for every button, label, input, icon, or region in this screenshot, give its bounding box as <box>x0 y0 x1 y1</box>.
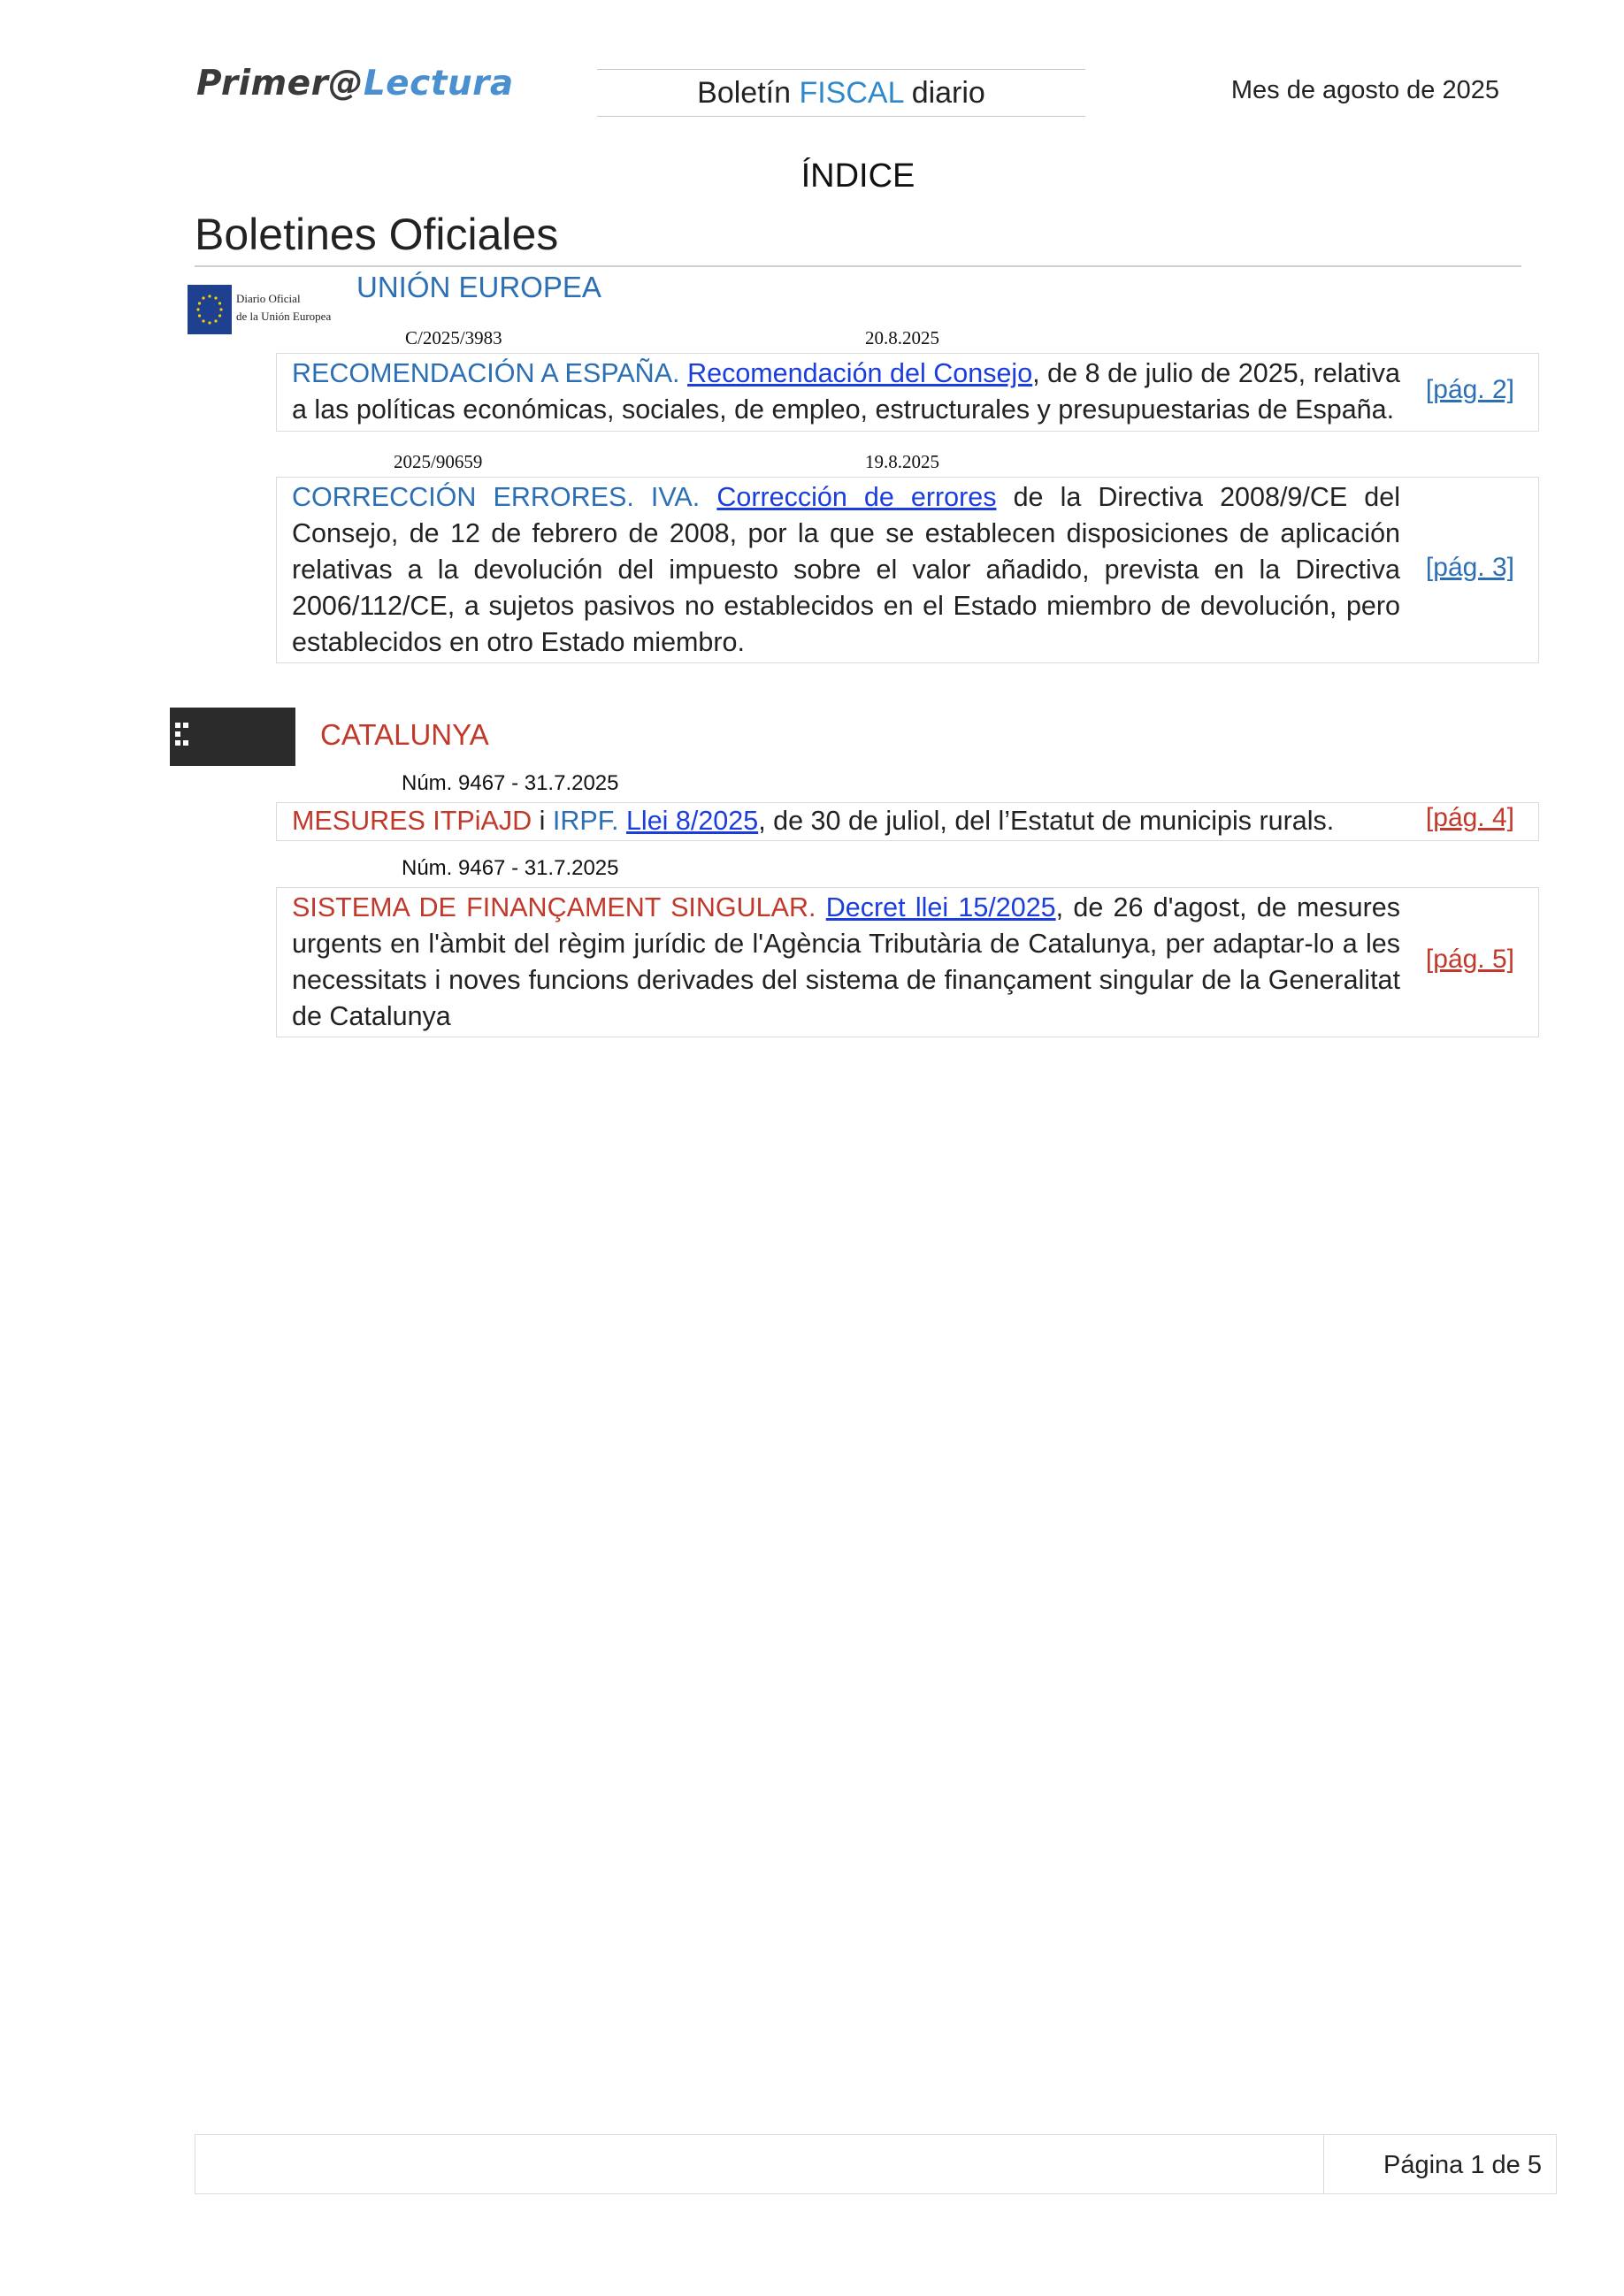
eu-entry2-link[interactable]: Corrección de errores <box>716 482 997 512</box>
eu-logo-line2: de la Unión Europea <box>236 310 332 323</box>
cat-entry1-link[interactable]: Llei 8/2025 <box>625 806 759 836</box>
cat-entry1-keyword2: IRPF <box>552 806 611 836</box>
eu-entry1-ref: C/2025/3983 <box>405 327 502 348</box>
cat-entry2-page-link[interactable]: [pág. 5] <box>1425 945 1514 974</box>
eu-entry1-date: 20.8.2025 <box>865 327 939 348</box>
eu-entry2-text: de la Directiva 2008/9/CE del Consejo, de 12 de febrero de 2008, por la que se establecen disposiciones de aplicación relativas a la devolución del impuesto sobre el valor añadido, prevista en la Directiva 2006/112/CE, a sujetos pasivos no establecidos en el Estado miembro de devolución, pero establecidos en otro Estado miembro. <box>292 482 1400 657</box>
eu-entry2-keyword: CORRECCIÓN ERRORES. IVA <box>292 482 693 512</box>
cat-entry1-ref: Núm. 9467 - 31.7.2025 <box>402 771 619 795</box>
primera-lectura-logo: Primer@Lectura <box>196 64 514 103</box>
eu-entry-1: RECOMENDACIÓN A ESPAÑA. Recomendación del Consejo, de 8 de julio de 2025, relativa a las políticas económicas, sociales, de empleo, estructurales y presupuestarias de España. [pág. 2] <box>276 353 1539 432</box>
eu-entry1-text: , de 8 de julio de 2025, relativa a las políticas económicas, sociales, de empleo, estructurales y presupuestarias de España. <box>292 358 1401 425</box>
cat-entry2-link[interactable]: Decret llei 15/2025 <box>825 892 1056 922</box>
eu-flag-icon <box>188 285 232 334</box>
cat-entry-2 <box>276 887 1539 1037</box>
cat-entry2-keyword: SISTEMA DE FINANÇAMENT SINGULAR. <box>292 892 816 922</box>
eu-entry1-link[interactable]: Recomendación del Consejo <box>687 358 1033 388</box>
month-label: Mes de agosto de 2025 <box>1230 76 1499 104</box>
gencat-dots-icon <box>175 717 193 753</box>
cat-entry2-text: , de 26 d'agost, de mesures urgents en l'àmbit del règim jurídic de l'Agència Tributària de Catalunya, per adaptar-lo a les necessitats i noves funcions derivades del sistema de finançament singular de la Generalitat de Catalunya <box>292 892 1400 1031</box>
cat-entry2-ref: Núm. 9467 - 31.7.2025 <box>402 856 619 880</box>
footer-separator <box>1323 2135 1324 2193</box>
cat-entry1-keyword1: MESURES ITPiAJD <box>292 806 532 836</box>
eu-logo-line1: Diario Oficial <box>236 292 301 305</box>
cat-entry1-text: , de 30 de juliol, del l’Estatut de municipis rurals. <box>758 806 1335 836</box>
index-title: ÍNDICE <box>801 157 915 195</box>
catalunya-heading: CATALUNYA <box>320 718 489 751</box>
eu-entry1-page-link[interactable]: [pág. 2] <box>1425 375 1514 404</box>
cat-entry1-page-link[interactable]: [pág. 4] <box>1425 803 1514 832</box>
eu-entry1-keyword: RECOMENDACIÓN A ESPAÑA <box>292 358 673 388</box>
eu-entry2-ref: 2025/90659 <box>394 451 483 472</box>
bulletin-title: Boletín FISCAL diario <box>597 69 1085 117</box>
eu-entry2-page-link[interactable]: [pág. 3] <box>1425 553 1514 582</box>
cat-entry-1: MESURES ITPiAJD i IRPF. Llei 8/2025, de 30 de juliol, del l’Estatut de municipis rurals. [pág. 4] <box>276 802 1539 841</box>
eu-heading: UNIÓN EUROPEA <box>356 271 601 303</box>
section-divider <box>195 265 1521 267</box>
eu-entry-2: CORRECCIÓN ERRORES. IVA. Corrección de errores de la Directiva 2008/9/CE del Consejo, de 12 de febrero de 2008, por la que se establecen disposiciones de aplicación relativas a la devolución del impuesto sobre el valor añadido, prevista en la Directiva 2006/112/CE, a sujetos pasivos no establecidos en el Estado miembro de devolución, pero establecidos en otro Estado miembro. [pág. 3] <box>276 477 1539 663</box>
page-number: Página 1 de 5 <box>1383 2151 1542 2179</box>
section-title: Boletines Oficiales <box>195 210 559 259</box>
page-footer <box>195 2134 1557 2194</box>
eu-official-journal-logo <box>188 285 332 334</box>
gencat-logo: gencat <box>170 708 295 766</box>
eu-entry2-date: 19.8.2025 <box>865 451 939 472</box>
